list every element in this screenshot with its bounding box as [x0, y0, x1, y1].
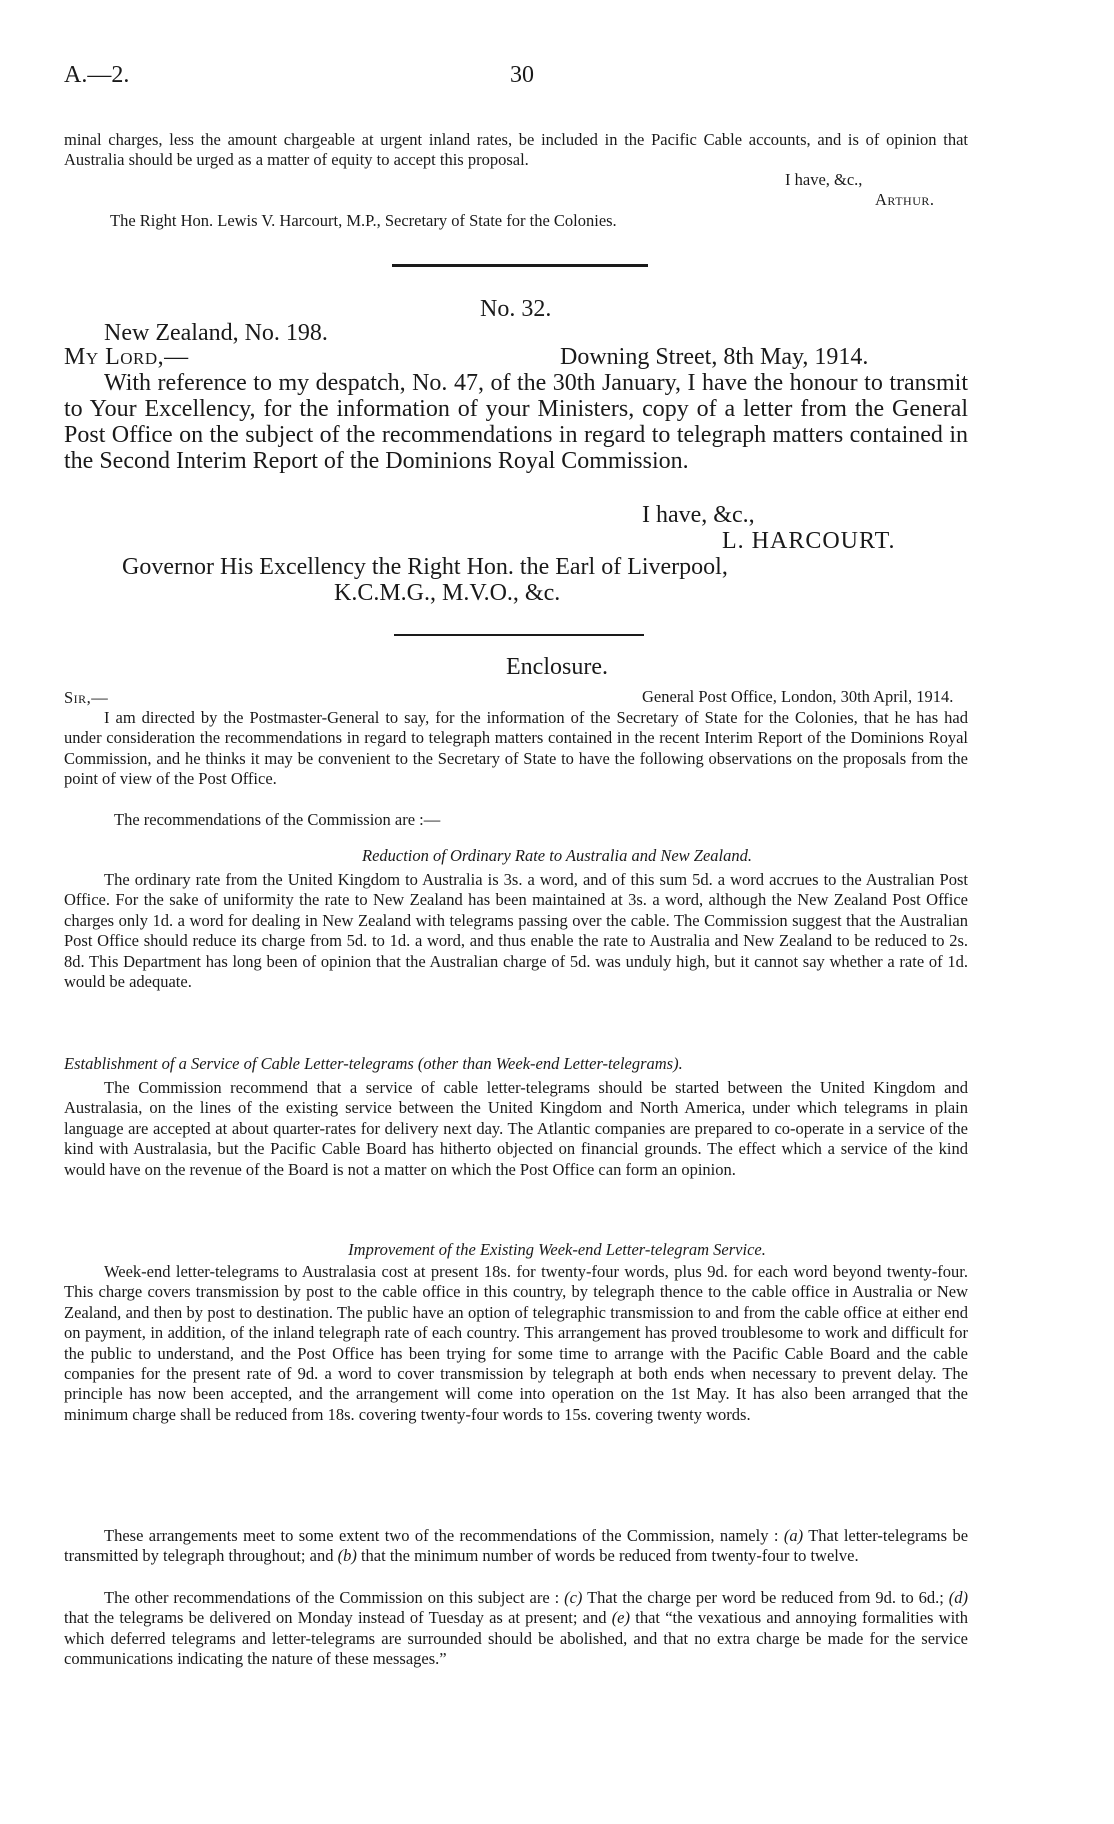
enclosure-title: Enclosure. — [506, 654, 608, 680]
recommendation-b: that the minimum number of words be reduced from twenty-four to twelve. — [360, 1546, 859, 1566]
marker-e: (e) — [611, 1608, 631, 1628]
page-ref: A.—2. — [64, 62, 130, 88]
section-heading-week-end: Improvement of the Existing Week-end Letter-telegram Service. — [348, 1240, 766, 1259]
marker-b: (b) — [337, 1546, 357, 1566]
recommendation-a: That letter-telegrams be transmitted by telegraph throughout; and — [64, 1526, 969, 1566]
other-recommendations-paragraph — [64, 1588, 968, 1670]
prev-letter-addressee: The Right Hon. Lewis V. Harcourt, M.P., Secretary of State for the Colonies. — [110, 211, 617, 230]
prev-letter-closing: I have, &c., — [785, 170, 863, 189]
addressee-line-2: K.C.M.G., M.V.O., &c. — [334, 580, 561, 606]
despatch-body: With reference to my despatch, No. 47, of the 30th January, I have the honour to transmit to Your Excellency, for the information of your Ministers, copy of a letter from the General Post Office on the subject of the recommendations in regard to telegraph matters contained in the Second Interim Report of the Dominions Royal Commission. — [64, 370, 968, 474]
enclosure-salutation: Sir,— — [64, 688, 109, 707]
despatch-signature: L. HARCOURT. — [722, 528, 896, 554]
marker-d: (d) — [948, 1588, 968, 1607]
other-recommendations-lead: The other recommendations of the Commission on this subject are : — [104, 1588, 560, 1607]
section-divider — [392, 264, 648, 267]
section-body-ordinary-rate: The ordinary rate from the United Kingdom to Australia is 3s. a word, and of this sum 5d. a word accrues to the Australian Post Office. For the sake of uniformity the rate to New Zealand has been maintained at 3s. a word, although the New Zealand Post Office charges only 1d. a word for dealing in New Zealand with telegrams passing over the cable. The Commission suggest that the Australian Post Office should reduce its charge from 5d. to 1d. a word, and thus enable the rate to Australia and New Zealand to be reduced to 2s. 8d. This Department has long been of opinion that the Australian charge of 5d. was unduly high, but it cannot say whether a rate of 1d. would be adequate. — [64, 870, 968, 992]
document-number: No. 32. — [480, 296, 552, 322]
recommendation-e: that “the vexatious and annoying formalities with which deferred telegrams and letter-telegrams are surrounded should be abolished, and that no extra charge be made for the service communications indicating the nature of these messages.” — [64, 1608, 969, 1669]
despatch-closing: I have, &c., — [642, 502, 755, 528]
recommendations-met-paragraph — [64, 1526, 968, 1567]
section-heading-letter-telegrams: Establishment of a Service of Cable Letter-telegrams (other than Week-end Letter-telegrams). — [64, 1054, 683, 1073]
section-body-letter-telegrams: The Commission recommend that a service of cable letter-telegrams should be started between the United Kingdom and Australasia, on the lines of the existing service between the United Kingdom and North America, under which telegrams in plain language are accepted at about quarter-rates for delivery next day. The Atlantic companies are prepared to co-operate in a service of the kind with Australasia, but the Pacific Cable Board has hitherto objected on financial grounds. The effect which a service of the kind would have on the revenue of the Board is not a matter on which the Post Office can form an opinion. — [64, 1078, 968, 1179]
page-number: 30 — [510, 62, 534, 88]
salutation: My Lord,— — [64, 344, 189, 370]
despatch-reference: New Zealand, No. 198. — [104, 320, 328, 346]
recommendation-c: That the charge per word be reduced from 9d. to 6d.; — [587, 1588, 944, 1607]
addressee-line-1: Governor His Excellency the Right Hon. the Earl of Liverpool, — [122, 554, 728, 580]
recommendation-d: that the telegrams be delivered on Monday instead of Tuesday as at present; and — [64, 1608, 607, 1628]
recommendations-met-lead: These arrangements meet to some extent two of the recommendations of the Commission, namely : — [104, 1526, 779, 1545]
section-heading-ordinary-rate: Reduction of Ordinary Rate to Australia and New Zealand. — [361, 846, 753, 865]
place-date: Downing Street, 8th May, 1914. — [560, 344, 869, 370]
enclosure-place-date: General Post Office, London, 30th April, 1914. — [642, 687, 954, 706]
enclosure-intro: I am directed by the Postmaster-General to say, for the information of the Secretary of State for the Colonies, that he has had under consideration the recommendations in regard to telegraph matters contained in the recent Interim Report of the Dominions Royal Commission, and he thinks it may be convenient to the Secretary of State to have the following observations on the proposals from the point of view of the Post Office. — [64, 708, 968, 789]
marker-c: (c) — [564, 1588, 583, 1607]
prev-letter-signature: Arthur. — [875, 190, 935, 209]
prev-letter-paragraph: minal charges, less the amount chargeable at urgent inland rates, be included in the Pacific Cable accounts, and is of opinion that Australia should be urged as a matter of equity to accept this proposal. — [64, 130, 968, 170]
recommendations-intro: The recommendations of the Commission are :— — [114, 810, 441, 829]
marker-a: (a) — [783, 1526, 804, 1545]
section-body-week-end: Week-end letter-telegrams to Australasia cost at present 18s. for twenty-four words, plus 9d. for each word beyond twenty-four. This charge covers transmission by post to the cable office in this country, by telegraph thence to the cable office in Australia or New Zealand, and then by post to destination. The public have an option of telegraphic transmission to and from the cable office at either end on payment, in addition, of the inland telegraph rate of each country. This arrangement has proved troublesome to work and difficult for the public to understand, and the Post Office has been trying for some time to arrange with the Pacific Cable Board and the cable companies for the present rate of 9d. a word to cover transmission by telegraph at both ends when necessary to prevent delay. The principle has now been accepted, and the arrangement will come into operation on the 1st May. It has also been arranged that the minimum charge shall be reduced from 18s. covering twenty-four words to 15s. covering twenty words. — [64, 1262, 968, 1424]
section-divider — [394, 634, 644, 636]
